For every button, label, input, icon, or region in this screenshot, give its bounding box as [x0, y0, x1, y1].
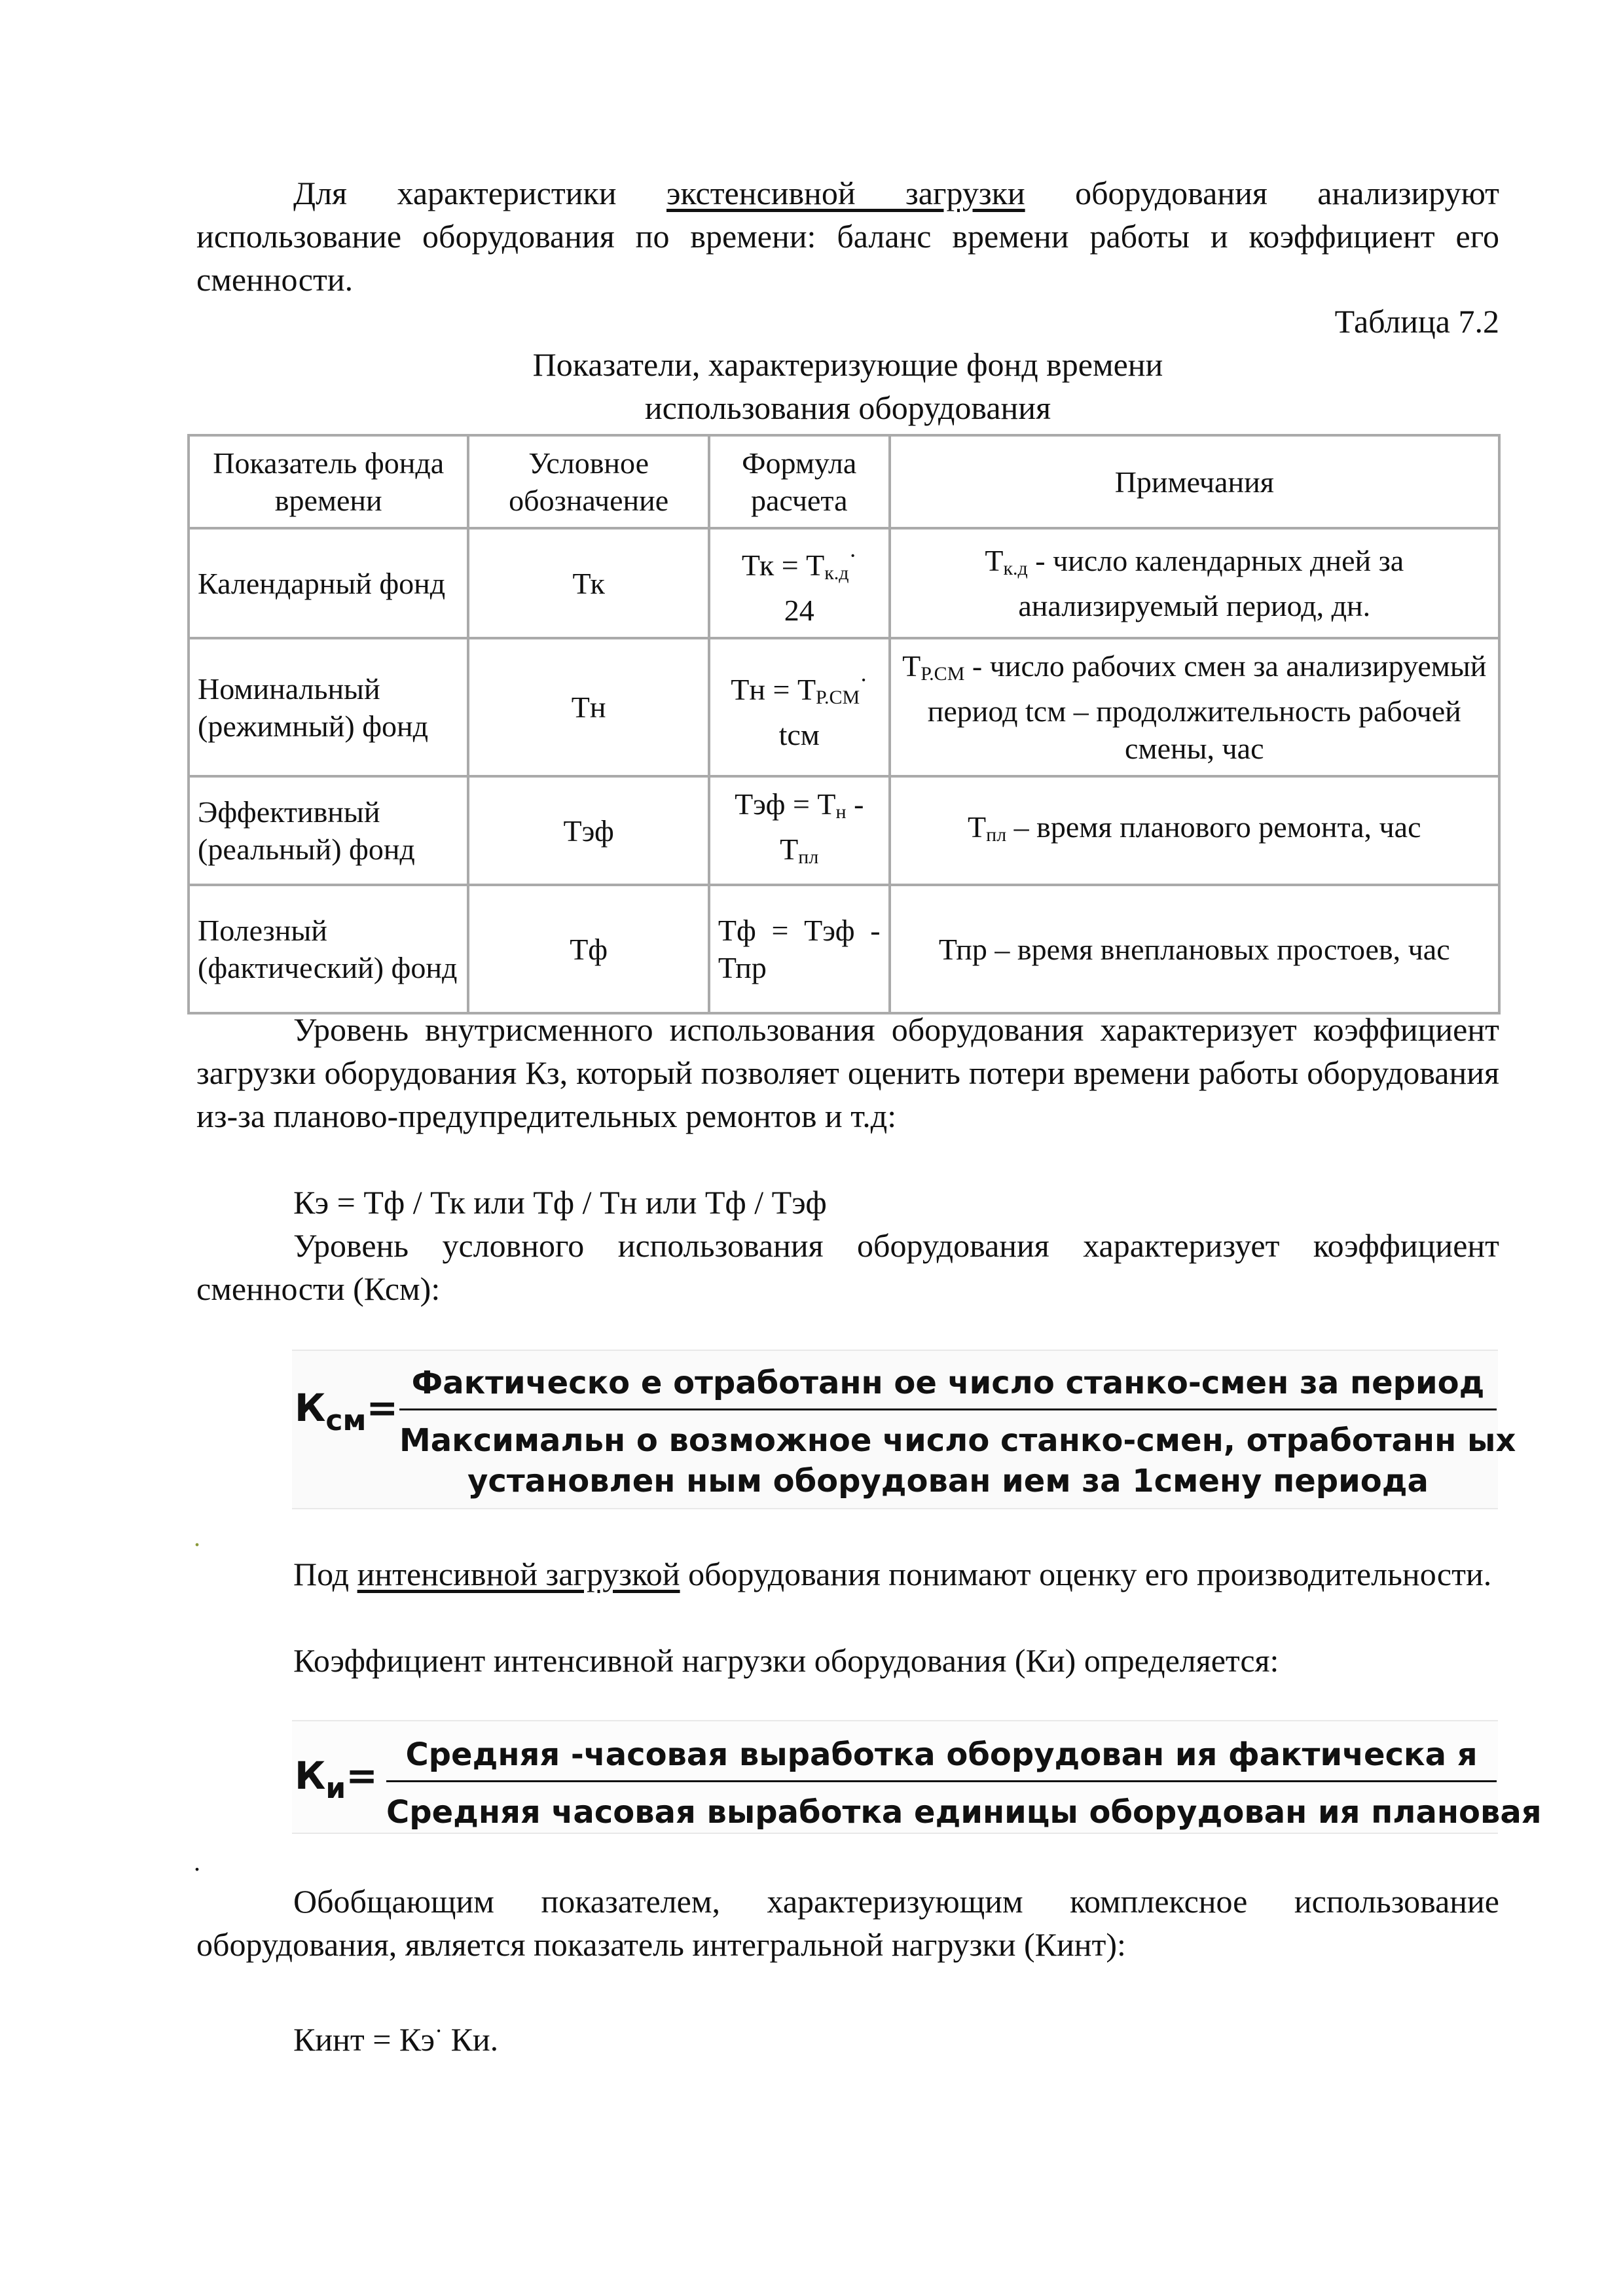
row-symbol: Тф [468, 885, 709, 1013]
row-name: Эффективный (реальный) фонд [189, 776, 468, 885]
intro-paragraph [196, 171, 1499, 301]
ki-numerator: Средняя -часовая выработка оборудован ия фактическа я [405, 1736, 1478, 1773]
table-row [189, 638, 1499, 776]
paragraph-integral: Обобщающим показателем, характеризующим комплексное использование оборудования, является показатель интегральной нагрузки (Кинт): [196, 1883, 1499, 1963]
ki-symbol: $К_и=$ [295, 1753, 378, 1805]
header-indicator: Показатель фонда времени [189, 435, 468, 528]
table-caption-line1: Показатели, характеризующие фонд времени [532, 346, 1163, 383]
term-extensive-load: экстенсивной загрузки [666, 175, 1025, 211]
row-note: Тпр – время внеплановых простоев, час [890, 885, 1499, 1013]
header-symbol: Условное обозначение [468, 435, 709, 528]
row-formula: Тн = $Т_{Р.СМ}^\cdot$ tсм [709, 638, 890, 776]
ksm-denominator-line1: Максимальн о возможное число станко-смен, отработанн ых [399, 1422, 1516, 1459]
dot-mark: . [194, 1847, 200, 1876]
formula-ke: Кэ = Тф / Тк или Тф / Тн или Тф / Тэф [293, 1184, 827, 1221]
header-notes: Примечания [890, 435, 1499, 528]
paragraph-ki-def: Коэффициент интенсивной нагрузки оборудования (Ки) определяется: [293, 1642, 1279, 1679]
ksm-fraction-line [399, 1408, 1497, 1410]
time-fund-table [187, 434, 1501, 1014]
dot-mark: . [194, 1522, 200, 1552]
intro-text-start: Для характеристики [293, 175, 666, 211]
formula-kint: Кинт = Кэ· Ки. [293, 2018, 499, 2058]
row-symbol: Тк [468, 528, 709, 638]
table-caption-line2: использования оборудования [644, 389, 1051, 426]
row-note: $Т_{пл}$ – время планового ремонта, час [890, 776, 1499, 885]
row-symbol: Тэф [468, 776, 709, 885]
paragraph-intrashift: Уровень внутрисменного использования оборудования характеризует коэффициент загрузки оборудования Кз, который позволяет оценить потери времени работы оборудования из-за планово-предупредительных ремонтов и т.д: [196, 1011, 1499, 1134]
table-row [189, 776, 1499, 885]
row-formula: Тк = $Т_{к.д}^\cdot$ 24 [709, 528, 890, 638]
table-row [189, 885, 1499, 1013]
ki-denominator: Средняя часовая выработка единицы оборудован ия плановая [386, 1794, 1542, 1831]
table-header-row [189, 435, 1499, 528]
term-intensive-load: интенсивной загрузкой [357, 1556, 680, 1592]
row-symbol: Тн [468, 638, 709, 776]
row-name: Календарный фонд [189, 528, 468, 638]
row-formula: Тф = Тэф - Тпр [709, 885, 890, 1013]
row-note: $Т_{к.д}$ - число календарных дней за анализируемый период, дн. [890, 528, 1499, 638]
paragraph-intensive: Под интенсивной загрузкой оборудования понимают оценку его производительности. [293, 1556, 1492, 1592]
paragraph-shift-ratio: Уровень условного использования оборудования характеризует коэффициент сменности (Ксм): [196, 1227, 1499, 1307]
ki-fraction-line [386, 1780, 1497, 1782]
ksm-denominator-line2: установлен ным оборудован ием за 1смену периода [467, 1463, 1429, 1499]
row-formula: Тэф = $Т_н - Т_{пл}$ [709, 776, 890, 885]
header-formula: Формула расчета [709, 435, 890, 528]
ksm-numerator: Фактическо е отработанн ое число станко-смен за период [411, 1365, 1485, 1401]
table-caption [196, 343, 1499, 429]
table-row [189, 528, 1499, 638]
ksm-symbol: $К_{см}=$ [295, 1386, 399, 1437]
row-name: Номинальный (режимный) фонд [189, 638, 468, 776]
row-note: $Т_{Р.СМ}$ - число рабочих смен за анализируемый период tсм – продолжительность рабочей смены, час [890, 638, 1499, 776]
intro-text-end: оборудования анализируют использование оборудования по времени: баланс времени работы и коэффициент его сменности. [196, 175, 1499, 298]
table-number: Таблица 7.2 [1334, 303, 1499, 340]
row-name: Полезный (фактический) фонд [189, 885, 468, 1013]
